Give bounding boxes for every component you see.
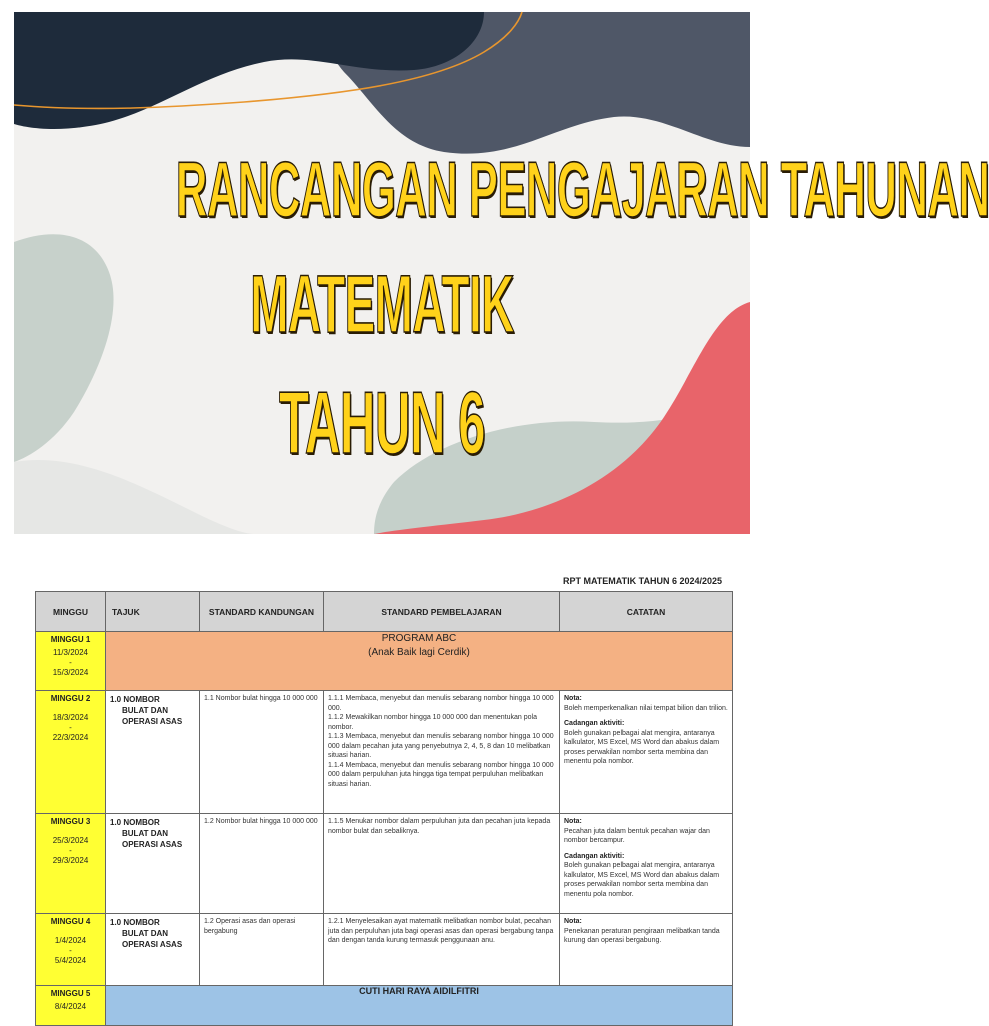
- topic-line: OPERASI ASAS: [122, 940, 183, 949]
- catatan-cell: [560, 814, 733, 914]
- topic-line: 1.0 NOMBOR: [110, 818, 160, 827]
- learning-standard-item: 1.1.4 Membaca, menyebut dan menulis sebarang nombor hingga 10 000 000 dalam perpuluhan juta hingga tiga tempat perpuluhan melibatkan situasi harian.: [328, 761, 554, 788]
- week-date-separator: -: [69, 723, 72, 732]
- week-label: MINGGU 1: [50, 635, 91, 644]
- table-row: [36, 814, 733, 914]
- week-cell: [36, 691, 106, 814]
- rpt-table: [35, 591, 733, 1026]
- note-text: Penekanan peraturan pengiraan melibatkan tanda kurung dan operasi bergabung.: [564, 927, 720, 944]
- learning-standard-item: 1.1.2 Mewakilkan nombor hingga 10 000 000 dan menentukan pola nombor.: [328, 714, 537, 731]
- topic-line: BULAT DAN: [122, 829, 169, 838]
- week-date-start: 1/4/2024: [54, 935, 87, 945]
- standard-pembelajaran-cell: [324, 914, 560, 986]
- week-label: MINGGU 5: [50, 989, 91, 998]
- topic-line: BULAT DAN: [122, 706, 169, 715]
- topic-line: BULAT DAN: [122, 929, 169, 938]
- week-date-start: 25/3/2024: [52, 835, 89, 845]
- week-date-end: 15/3/2024: [52, 668, 89, 677]
- topic-line: 1.0 NOMBOR: [110, 695, 160, 704]
- column-header-standard-pembelajaran: STANDARD PEMBELAJARAN: [324, 592, 560, 632]
- week-date-separator: -: [69, 946, 72, 955]
- week-date-separator: -: [69, 846, 72, 855]
- note-label: Nota:: [564, 918, 582, 925]
- week-date-end: 5/4/2024: [54, 956, 87, 965]
- cover-title-line-3: TAHUN 6: [279, 373, 485, 472]
- activity-label: Cadangan aktiviti:: [564, 720, 625, 727]
- column-header-minggu: MINGGU: [36, 592, 106, 632]
- topic-cell: [106, 914, 200, 986]
- program-subtitle: (Anak Baik lagi Cerdik): [368, 647, 470, 658]
- topic-cell: [106, 691, 200, 814]
- week-date-start: 11/3/2024: [53, 647, 88, 657]
- note-label: Nota:: [564, 695, 582, 702]
- topic-line: OPERASI ASAS: [122, 717, 183, 726]
- program-title: PROGRAM ABC: [381, 633, 457, 644]
- learning-standard-item: 1.1.5 Menukar nombor dalam perpuluhan juta dan pecahan juta kepada nombor bulat dan sebaliknya.: [328, 818, 551, 835]
- standard-pembelajaran-cell: [324, 814, 560, 914]
- note-text: Boleh memperkenalkan nilai tempat bilion dan trilion.: [564, 704, 728, 712]
- week-date-end: 29/3/2024: [52, 856, 89, 865]
- week-label: MINGGU 4: [50, 917, 91, 926]
- column-header-tajuk: TAJUK: [106, 592, 200, 632]
- week-cell: [36, 814, 106, 914]
- standard-kandungan-cell: 1.1 Nombor bulat hingga 10 000 000: [200, 691, 324, 814]
- week-cell: [36, 914, 106, 986]
- table-header-row: [36, 592, 733, 632]
- note-label: Nota:: [564, 818, 582, 825]
- column-header-standard-kandungan: STANDARD KANDUNGAN: [200, 592, 324, 632]
- week-date-separator: -: [69, 658, 72, 667]
- note-text: Pecahan juta dalam bentuk pecahan wajar dan nombor bercampur.: [564, 827, 710, 844]
- topic-line: 1.0 NOMBOR: [110, 918, 160, 927]
- table-row: [36, 986, 733, 1026]
- week-cell: [36, 986, 106, 1026]
- week-cell: [36, 632, 106, 691]
- table-row: [36, 632, 733, 691]
- standard-kandungan-cell: 1.2 Nombor bulat hingga 10 000 000: [200, 814, 324, 914]
- learning-standard-item: 1.1.3 Membaca, menyebut dan menulis sebarang nombor hingga 10 000 000 dalam pecahan juta yang penyebutnya 2, 4, 5, 8 dan 10 melibatkan situasi harian.: [328, 733, 554, 759]
- week-label: MINGGU 3: [50, 817, 91, 826]
- catatan-cell: [560, 914, 733, 986]
- week-date-start: 18/3/2024: [52, 712, 89, 722]
- column-header-catatan: CATATAN: [560, 592, 733, 632]
- standard-kandungan-cell: 1.2 Operasi asas dan operasi bergabung: [200, 914, 324, 986]
- activity-text: Boleh gunakan pelbagai alat mengira, antaranya kalkulator, MS Excel, MS Word dan abakus dalam proses perwakilan nombor serta membina dan menentu pola nombor.: [564, 729, 720, 765]
- document-header: RPT MATEMATIK TAHUN 6 2024/2025: [562, 576, 722, 586]
- cover-title-line-2: MATEMATIK: [250, 259, 514, 350]
- topic-line: OPERASI ASAS: [122, 840, 183, 849]
- activity-label: Cadangan aktiviti:: [564, 852, 625, 860]
- week-label: MINGGU 2: [50, 694, 91, 703]
- table-row: [36, 691, 733, 814]
- holiday-banner: CUTI HARI RAYA AIDILFITRI: [106, 986, 733, 1026]
- table-row: [36, 914, 733, 986]
- cover-title-line-1: RANCANGAN PENGAJARAN TAHUNAN: [175, 145, 989, 233]
- topic-cell: [106, 814, 200, 914]
- week-date-end: 22/3/2024: [52, 733, 89, 742]
- learning-standard-item: 1.2.1 Menyelesaikan ayat matematik melibatkan nombor bulat, pecahan juta dan perpuluhan juta bagi operasi asas dan operasi bergabung tanpa dan dengan tanda kurung termasuk penggunaan anu.: [328, 918, 554, 944]
- activity-text: Boleh gunakan pelbagai alat mengira, antaranya kalkulator, MS Excel, MS Word dan abakus dalam proses perwakilan nombor serta membina dan menentu pola nombor.: [564, 862, 720, 898]
- catatan-cell: [560, 691, 733, 814]
- standard-pembelajaran-cell: [324, 691, 560, 814]
- program-banner: [106, 632, 733, 691]
- week-date-start: 8/4/2024: [54, 1001, 87, 1011]
- learning-standard-item: 1.1.1 Membaca, menyebut dan menulis sebarang nombor hingga 10 000 000.: [328, 695, 554, 712]
- cover-slide: [14, 12, 989, 534]
